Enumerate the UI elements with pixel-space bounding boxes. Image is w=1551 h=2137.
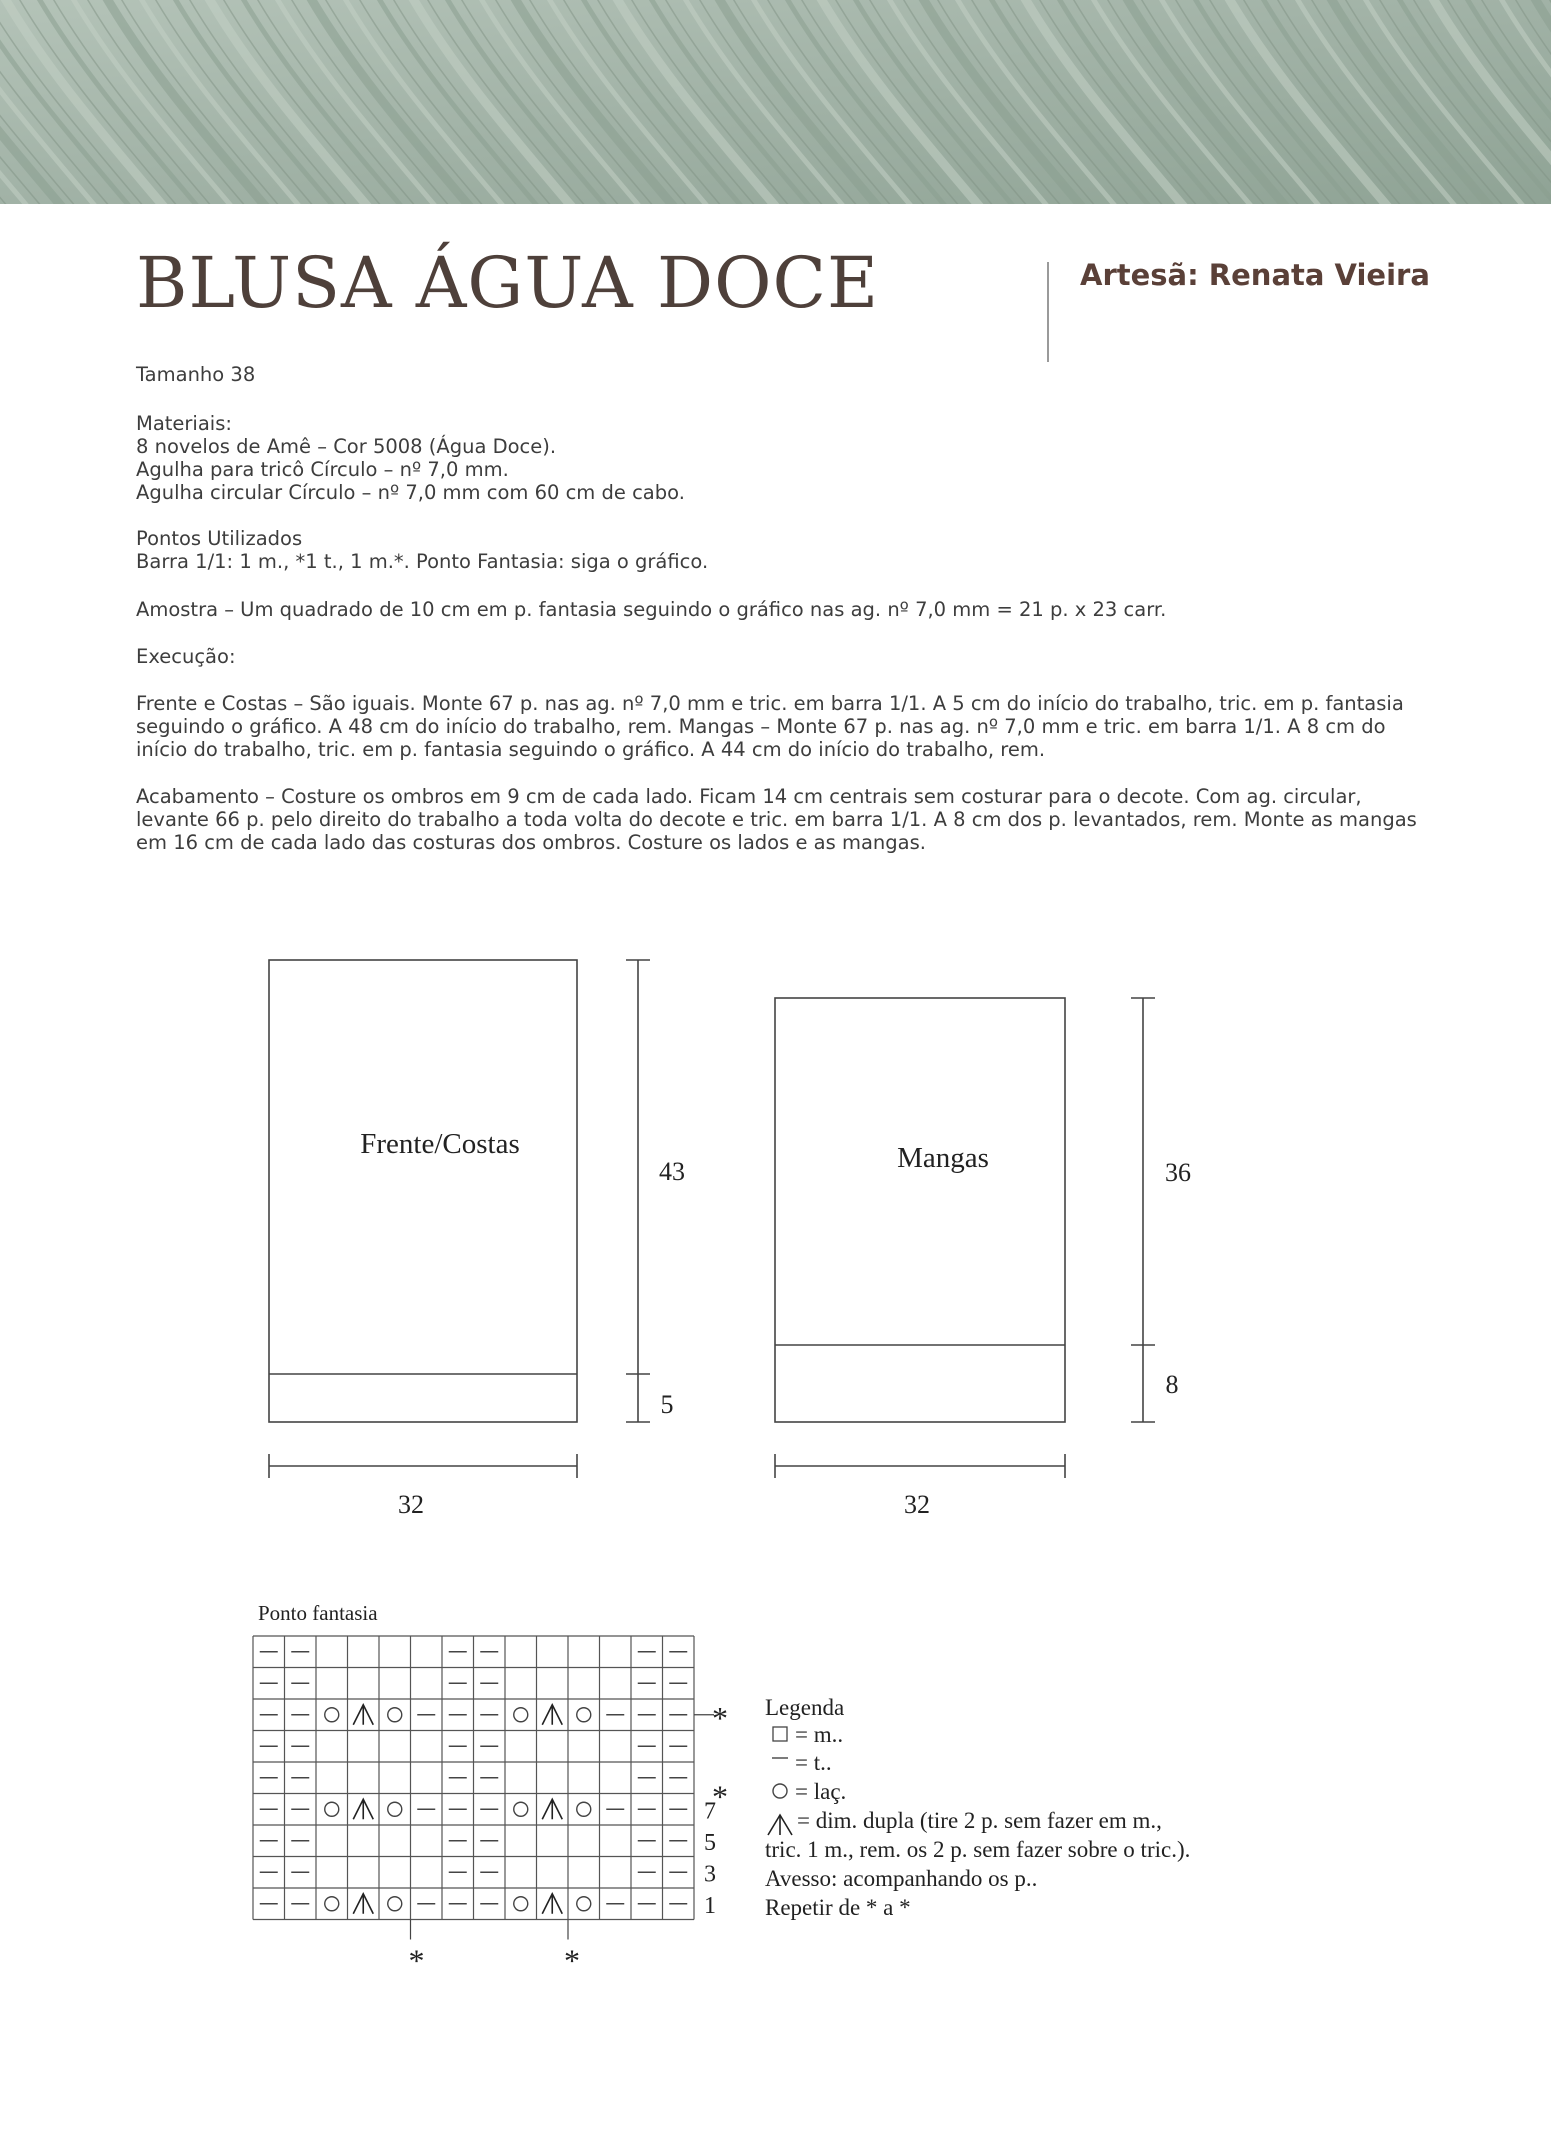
size-text: Tamanho 38 [136, 363, 256, 386]
materials-item: Agulha circular Círculo – nº 7,0 mm com 60 cm de cabo. [136, 481, 685, 504]
page-title: BLUSA ÁGUA DOCE [136, 242, 880, 324]
front-back-outline [269, 960, 577, 1422]
yarn-over-stitch [388, 1708, 402, 1722]
front-back-schematic [269, 960, 650, 1478]
chart-row-number: 5 [704, 1829, 716, 1856]
legend-item-double-decrease: = dim. dupla (tire 2 p. sem fazer em m., [797, 1808, 1162, 1833]
gauge-text: Amostra – Um quadrado de 10 cm em p. fantasia seguindo o gráfico nas ag. nº 7,0 mm = 21 p. x 23 carr. [136, 598, 1167, 621]
knit-symbol [773, 1727, 787, 1741]
chart-row-number: 1 [704, 1892, 716, 1919]
double-decrease-stitch [542, 1799, 562, 1819]
yarn-over-stitch [577, 1708, 591, 1722]
legend-item-purl: = t.. [795, 1750, 832, 1775]
sleeve-width: 32 [904, 1490, 930, 1519]
yarn-over-stitch [325, 1708, 339, 1722]
yarn-over-stitch [577, 1802, 591, 1816]
yarn-over-symbol [773, 1784, 787, 1798]
yarn-over-stitch [577, 1897, 591, 1911]
sleeve-body-height: 36 [1165, 1158, 1191, 1187]
legend-repeat-note: Repetir de * a * [765, 1895, 911, 1920]
double-decrease-stitch [353, 1705, 373, 1725]
sleeve-rib-height: 8 [1165, 1370, 1179, 1399]
front-back-body-height: 43 [659, 1157, 685, 1186]
stitches-text: Barra 1/1: 1 m., *1 t., 1 m.*. Ponto Fantasia: siga o gráfico. [136, 550, 709, 573]
sleeve-label: Mangas [897, 1142, 989, 1174]
repeat-marker: * [712, 1699, 728, 1736]
chart-title: Ponto fantasia [258, 1601, 378, 1625]
double-decrease-symbol [768, 1815, 792, 1835]
yarn-over-stitch [325, 1802, 339, 1816]
yarn-over-stitch [514, 1802, 528, 1816]
yarn-over-stitch [388, 1897, 402, 1911]
double-decrease-stitch [542, 1894, 562, 1914]
double-decrease-stitch [353, 1894, 373, 1914]
repeat-marker: * [564, 1942, 580, 1979]
legend-item-yarn-over: = laç. [795, 1779, 847, 1804]
front-back-width: 32 [398, 1490, 424, 1519]
legend-reverse-note: Avesso: acompanhando os p.. [765, 1866, 1038, 1891]
stitches-heading: Pontos Utilizados [136, 527, 303, 550]
materials-item: Agulha para tricô Círculo – nº 7,0 mm. [136, 458, 509, 481]
chart-row-number: 3 [704, 1861, 716, 1888]
finishing-text: Acabamento – Costure os ombros em 9 cm de cada lado. Ficam 14 cm centrais sem costurar para o decote. Com ag. circular, levante 66 p. pelo direito do trabalho a toda volta do decote e tric. em barra 1/1. A 8 cm dos p. levantados, rem. Monte as mangas em 16 cm de cada lado das costuras dos ombros. Costure os lados e as mangas. [136, 785, 1417, 854]
artisan-credit: Artesã: Renata Vieira [1080, 258, 1430, 292]
repeat-marker: * [408, 1942, 425, 1979]
yarn-over-stitch [325, 1897, 339, 1911]
materials-heading: Materiais: [136, 412, 232, 435]
execution-heading: Execução: [136, 645, 236, 668]
legend-title: Legenda [765, 1695, 845, 1720]
stitch-chart [253, 1636, 694, 1920]
double-decrease-stitch [353, 1799, 373, 1819]
execution-text: Frente e Costas – São iguais. Monte 67 p. nas ag. nº 7,0 mm e tric. em barra 1/1. A 5 cm do início do trabalho, tric. em p. fantasia seguindo o gráfico. A 48 cm do início do trabalho, rem. Mangas – Monte 67 p. nas ag. nº 7,0 mm e tric. em barra 1/1. A 8 cm do início do trabalho, tric. em p. fantasia seguindo o gráfico. A 44 cm do início do trabalho, rem. [136, 692, 1404, 761]
chart-row-number: 7 [704, 1798, 716, 1825]
sleeve-schematic [775, 998, 1155, 1478]
legend-item-knit: = m.. [795, 1722, 844, 1747]
yarn-over-stitch [388, 1802, 402, 1816]
yarn-over-stitch [514, 1897, 528, 1911]
repeat-marker: * [712, 1778, 728, 1815]
yarn-over-stitch [514, 1708, 528, 1722]
materials-item: 8 novelos de Amê – Cor 5008 (Água Doce). [136, 435, 557, 458]
double-decrease-stitch [542, 1705, 562, 1725]
front-back-label: Frente/Costas [360, 1128, 520, 1160]
front-back-rib-height: 5 [660, 1390, 674, 1419]
sleeve-outline [775, 998, 1065, 1422]
legend-continuation: tric. 1 m., rem. os 2 p. sem fazer sobre o tric.). [765, 1837, 1191, 1862]
